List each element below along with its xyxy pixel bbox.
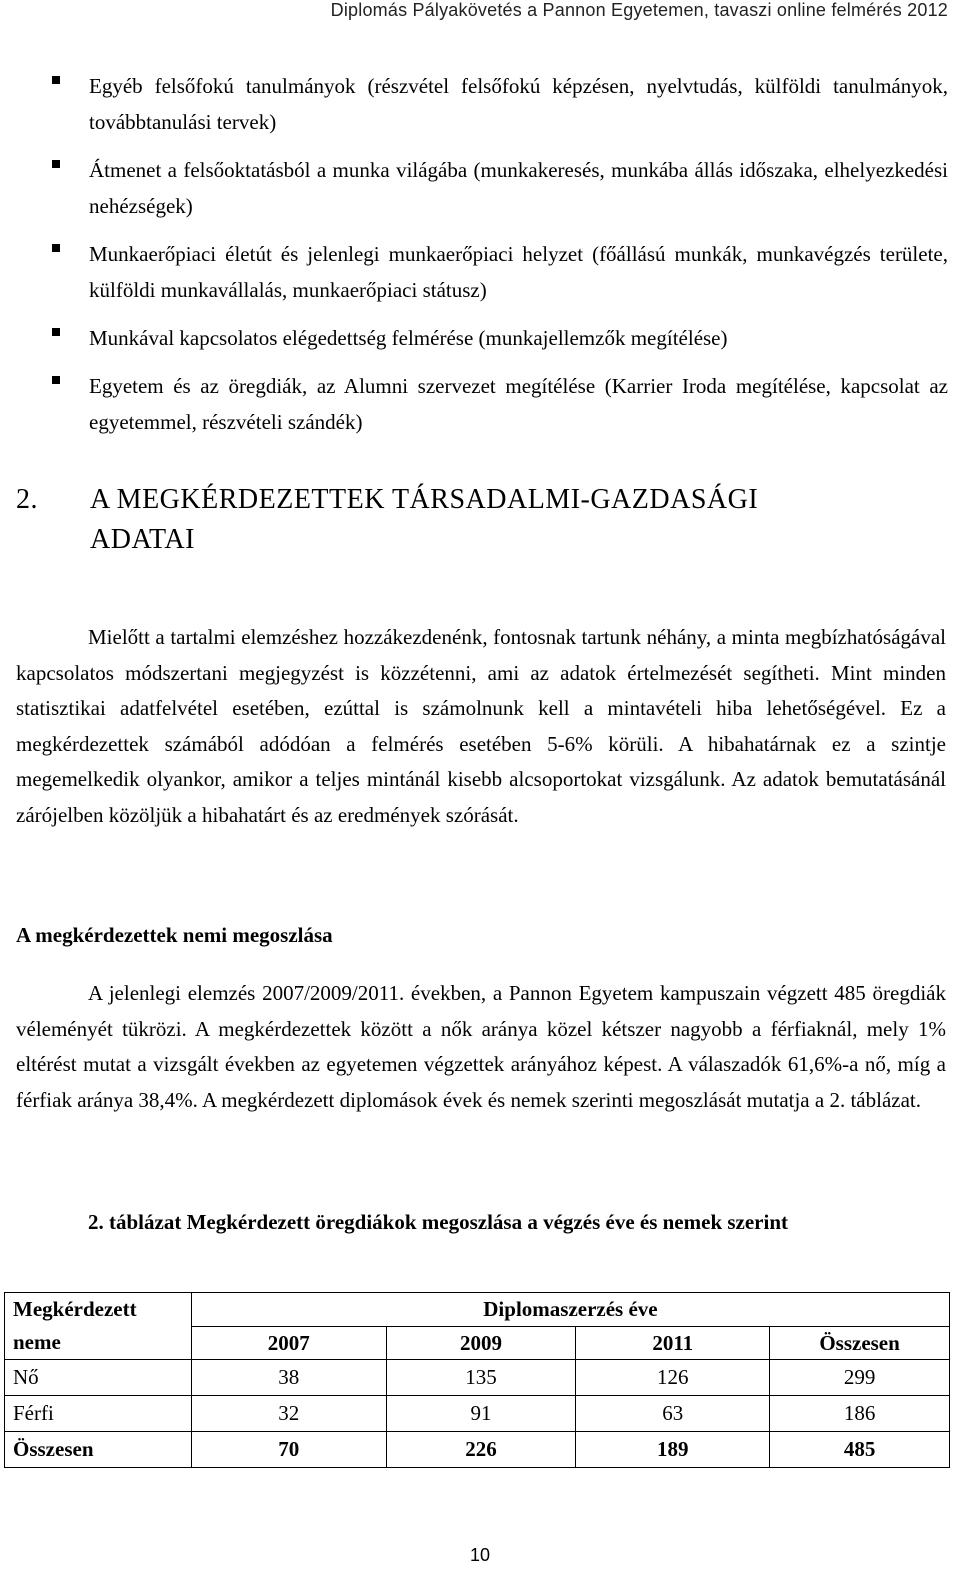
- table-cell: 32: [191, 1396, 386, 1432]
- bullet-square-icon: [52, 328, 60, 336]
- list-item-text: Egyetem és az öregdiák, az Alumni szervezet megítélése (Karrier Iroda megítélése, kapcsolat az egyetemmel, részvételi szándék): [89, 374, 948, 434]
- row-label: Nő: [5, 1360, 192, 1396]
- bullet-square-icon: [52, 160, 60, 168]
- group-header-cell: Diplomaszerzés éve: [191, 1293, 949, 1327]
- list-item: [52, 68, 948, 140]
- list-item-text: Munkával kapcsolatos elégedettség felmérése (munkajellemzők megítélése): [89, 326, 728, 350]
- topic-bullet-list: [52, 68, 948, 452]
- table-cell: 485: [770, 1432, 950, 1468]
- table-caption: 2. táblázat Megkérdezett öregdiákok megoszlása a végzés éve és nemek szerint: [88, 1210, 789, 1234]
- bullet-square-icon: [52, 376, 60, 384]
- subheading: A megkérdezettek nemi megoszlása: [16, 923, 333, 947]
- table-cell: 189: [576, 1432, 770, 1468]
- table-row: [5, 1360, 950, 1396]
- list-item: [52, 320, 948, 356]
- column-header: 2009: [386, 1326, 576, 1360]
- list-item: [52, 368, 948, 440]
- bullet-square-icon: [52, 244, 60, 252]
- list-item: [52, 152, 948, 224]
- page-number: 10: [469, 1545, 491, 1565]
- column-header: Összesen: [770, 1326, 950, 1360]
- bullet-square-icon: [52, 76, 60, 84]
- table-cell: 70: [191, 1432, 386, 1468]
- section-title-line2: ADATAI: [90, 524, 195, 555]
- gender-paragraph: A jelenlegi elemzés 2007/2009/2011. években, a Pannon Egyetem kampuszain végzett 485 öregdiák véleményét tükrözi. A megkérdezettek között a nők aránya közel kétszer nagyobb a férfiaknál, mely 1% eltérést mutat a vizsgált években az egyetemen végzettek arányához képest. A válaszadók 61,6%-a nő, míg a férfiak aránya 38,4%. A megkérdezett diplomások évek és nemek szerinti megoszlását mutatja a 2. táblázat.: [16, 981, 946, 1112]
- methodology-paragraph: Mielőtt a tartalmi elemzéshez hozzákezdenénk, fontosnak tartunk néhány, a minta megbízhatóságával kapcsolatos módszertani megjegyzést is közzétenni, ami az adatok értelmezését segítheti. Mint minden statisztikai adatfelvétel esetében, ezúttal is számolnunk kell a mintavételi hiba lehetőségével. Ez a megkérdezettek számából adódóan a felmérés esetében 5-6% körüli. A hibahatárnak ez a szintje megemelkedik olyankor, amikor a teljes mintánál kisebb alcsoportokat vizsgálunk. Az adatok bemutatásánál zárójelben közöljük a hibahatárt és az eredmények szórását.: [16, 625, 946, 827]
- distribution-table: [4, 1292, 950, 1468]
- section-heading: [16, 480, 946, 560]
- column-header: 2011: [576, 1326, 770, 1360]
- table-cell: 186: [770, 1396, 950, 1432]
- list-item: [52, 236, 948, 308]
- table-cell: 91: [386, 1396, 576, 1432]
- corner-header-line2: neme: [13, 1330, 61, 1354]
- column-header: 2007: [191, 1326, 386, 1360]
- table-header-row: [5, 1293, 950, 1327]
- list-item-text: Egyéb felsőfokú tanulmányok (részvétel felsőfokú képzésen, nyelvtudás, külföldi tanulmányok, továbbtanulási tervek): [89, 74, 948, 134]
- running-header: Diplomás Pályakövetés a Pannon Egyetemen, tavaszi online felmérés 2012: [330, 0, 948, 20]
- table-cell: 38: [191, 1360, 386, 1396]
- table-cell: 299: [770, 1360, 950, 1396]
- section-title-line1: A MEGKÉRDEZETTEK TÁRSADALMI-GAZDASÁGI: [90, 484, 759, 515]
- row-label: Összesen: [5, 1432, 192, 1468]
- corner-header-cell: [5, 1293, 192, 1360]
- table-row: [5, 1396, 950, 1432]
- table-cell: 226: [386, 1432, 576, 1468]
- list-item-text: Átmenet a felsőoktatásból a munka világába (munkakeresés, munkába állás időszaka, elhelyezkedési nehézségek): [89, 158, 948, 218]
- table-cell: 135: [386, 1360, 576, 1396]
- table-cell: 126: [576, 1360, 770, 1396]
- row-label: Férfi: [5, 1396, 192, 1432]
- table-cell: 63: [576, 1396, 770, 1432]
- list-item-text: Munkaerőpiaci életút és jelenlegi munkaerőpiaci helyzet (főállású munkák, munkavégzés területe, külföldi munkavállalás, munkaerőpiaci státusz): [89, 242, 948, 302]
- table-total-row: [5, 1432, 950, 1468]
- corner-header-line1: Megkérdezett: [13, 1297, 137, 1321]
- section-number: 2.: [16, 484, 38, 515]
